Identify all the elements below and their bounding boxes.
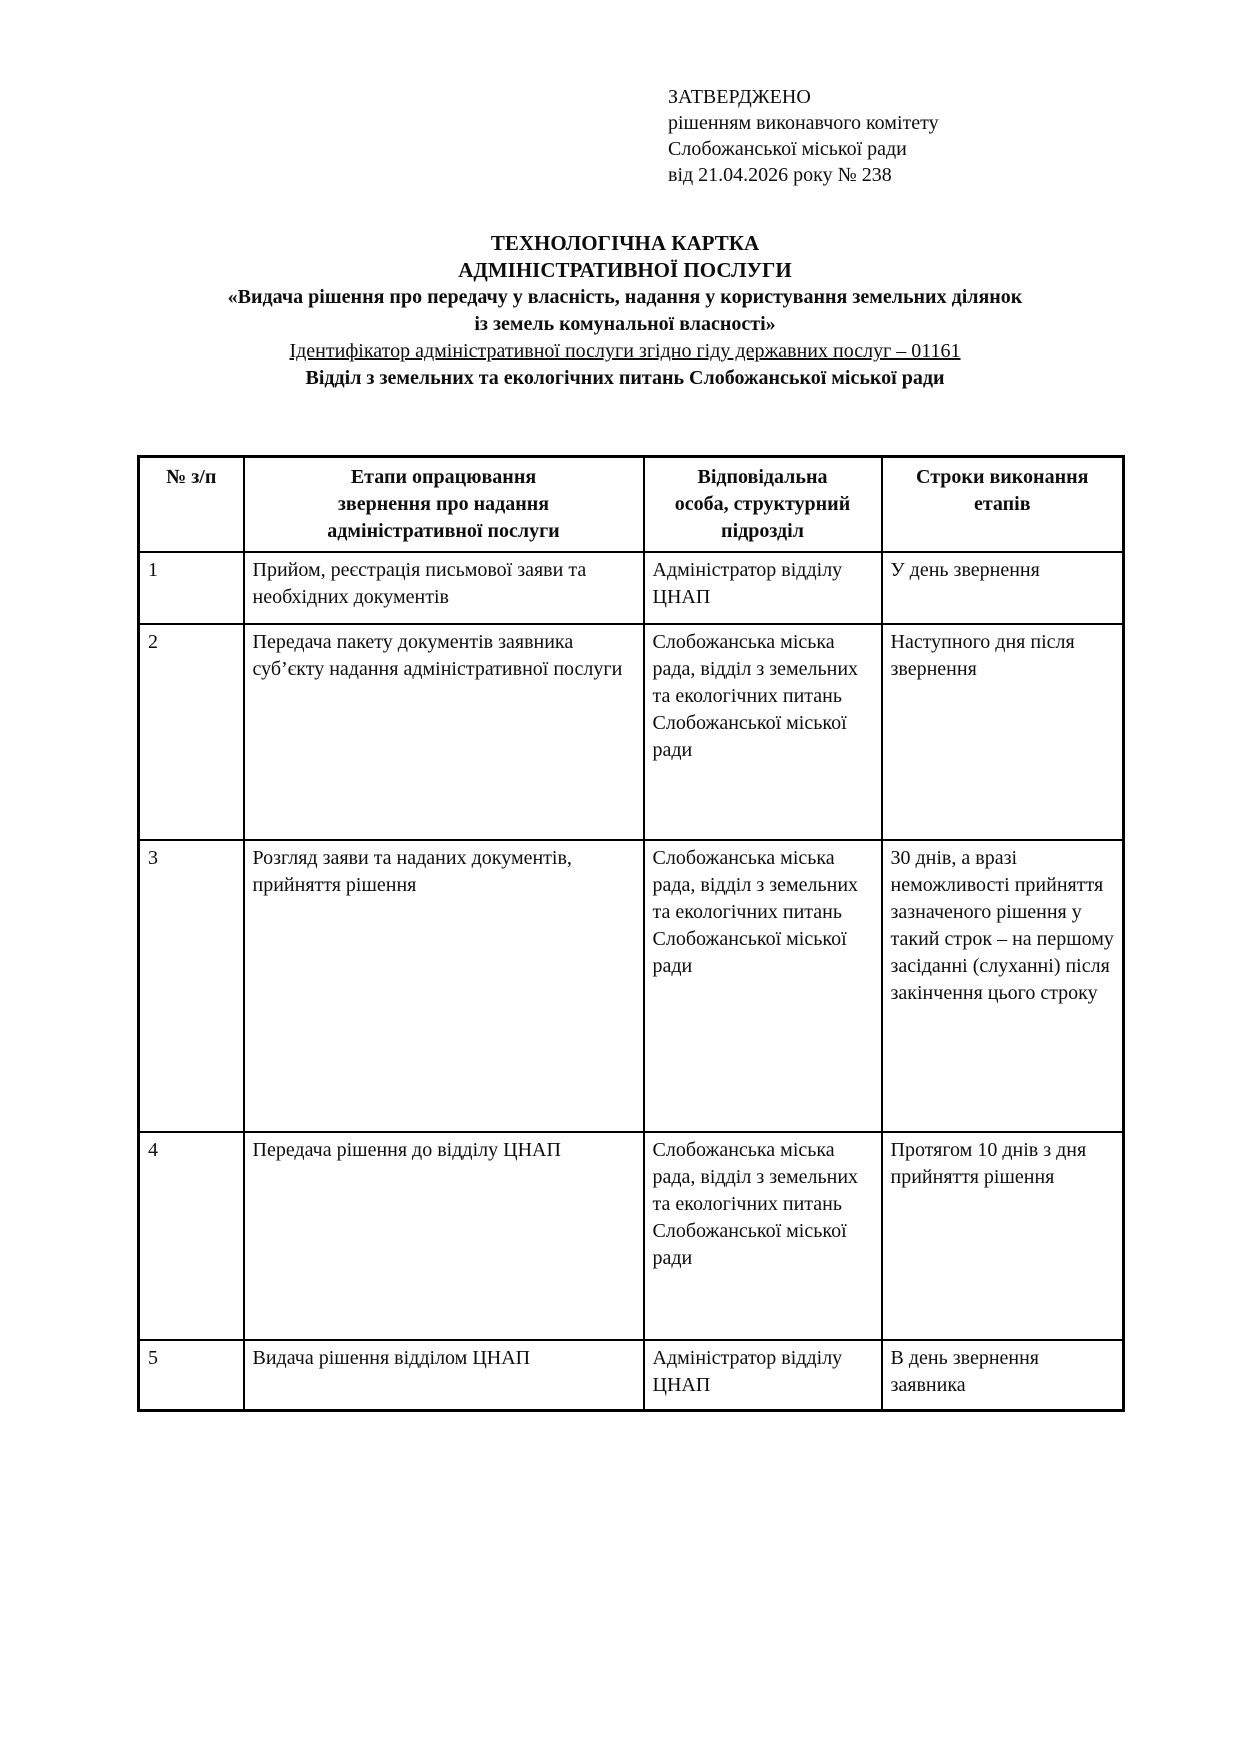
row-stage: Прийом, реєстрація письмової заяви та необхідних документів xyxy=(244,552,644,624)
service-name-line-1: «Видача рішення про передачу у власність, надання у користування земельних ділянок xyxy=(227,286,1023,308)
approval-block xyxy=(668,84,939,188)
service-name-line-2: із земель комунальної власності» xyxy=(474,313,776,335)
row-responsible: Слобожанська міська рада, відділ з земельних та екологічних питань Слобожанської міської ради xyxy=(644,624,882,840)
row-term: Протягом 10 днів з дня прийняття рішення xyxy=(882,1132,1124,1340)
department-name: Відділ з земельних та екологічних питань Слобожанської міської ради xyxy=(305,367,945,389)
procedure-table xyxy=(137,455,1125,1412)
header-stages-label: Етапи опрацювання звернення про надання адміністративної послуги xyxy=(327,466,560,542)
row-number: 1 xyxy=(139,552,244,624)
table-row xyxy=(139,840,1124,1132)
row-stage: Розгляд заяви та наданих документів, прийняття рішення xyxy=(244,840,644,1132)
row-responsible: Слобожанська міська рада, відділ з земельних та екологічних питань Слобожанської міської ради xyxy=(644,840,882,1132)
approval-line-4: від 21.04.2026 року № 238 xyxy=(668,164,892,186)
row-number: 3 xyxy=(139,840,244,1132)
service-identifier: Ідентифікатор адміністративної послуги згідно гіду державних послуг – 01161 xyxy=(289,340,961,362)
table-row xyxy=(139,552,1124,624)
document-title-line-1: ТЕХНОЛОГІЧНА КАРТКА xyxy=(490,231,760,255)
row-responsible: Адміністратор відділу ЦНАП xyxy=(644,1340,882,1410)
approval-line-1: ЗАТВЕРДЖЕНО xyxy=(668,86,811,108)
row-stage: Передача пакету документів заявника суб’єкту надання адміністративної послуги xyxy=(244,624,644,840)
row-number: 2 xyxy=(139,624,244,840)
row-responsible: Адміністратор відділу ЦНАП xyxy=(644,552,882,624)
row-term: В день звернення заявника xyxy=(882,1340,1124,1410)
title-block xyxy=(120,230,1130,392)
row-term: Наступного дня після звернення xyxy=(882,624,1124,840)
header-number xyxy=(139,457,244,553)
row-term: 30 днів, а вразі неможливості прийняття зазначеного рішення у такий строк – на першому засіданні (слуханні) після закінчення цього строку xyxy=(882,840,1124,1132)
header-terms-label: Строки виконання етапів xyxy=(916,466,1089,515)
row-number: 5 xyxy=(139,1340,244,1410)
header-terms xyxy=(882,457,1124,553)
table-row xyxy=(139,624,1124,840)
row-number: 4 xyxy=(139,1132,244,1340)
row-stage: Видача рішення відділом ЦНАП xyxy=(244,1340,644,1410)
header-number-label: № з/п xyxy=(166,466,217,488)
document-title-line-2: АДМІНІСТРАТИВНОЇ ПОСЛУГИ xyxy=(458,258,792,282)
header-responsible xyxy=(644,457,882,553)
row-stage: Передача рішення до відділу ЦНАП xyxy=(244,1132,644,1340)
header-responsible-label: Відповідальна особа, структурний підрозділ xyxy=(674,466,851,542)
approval-line-2: рішенням виконавчого комітету xyxy=(668,112,939,134)
row-term: У день звернення xyxy=(882,552,1124,624)
table-row xyxy=(139,1132,1124,1340)
approval-line-3: Слобожанської міської ради xyxy=(668,138,907,160)
header-stages xyxy=(244,457,644,553)
table-header-row xyxy=(139,457,1124,553)
table-row xyxy=(139,1340,1124,1410)
row-responsible: Слобожанська міська рада, відділ з земельних та екологічних питань Слобожанської міської ради xyxy=(644,1132,882,1340)
